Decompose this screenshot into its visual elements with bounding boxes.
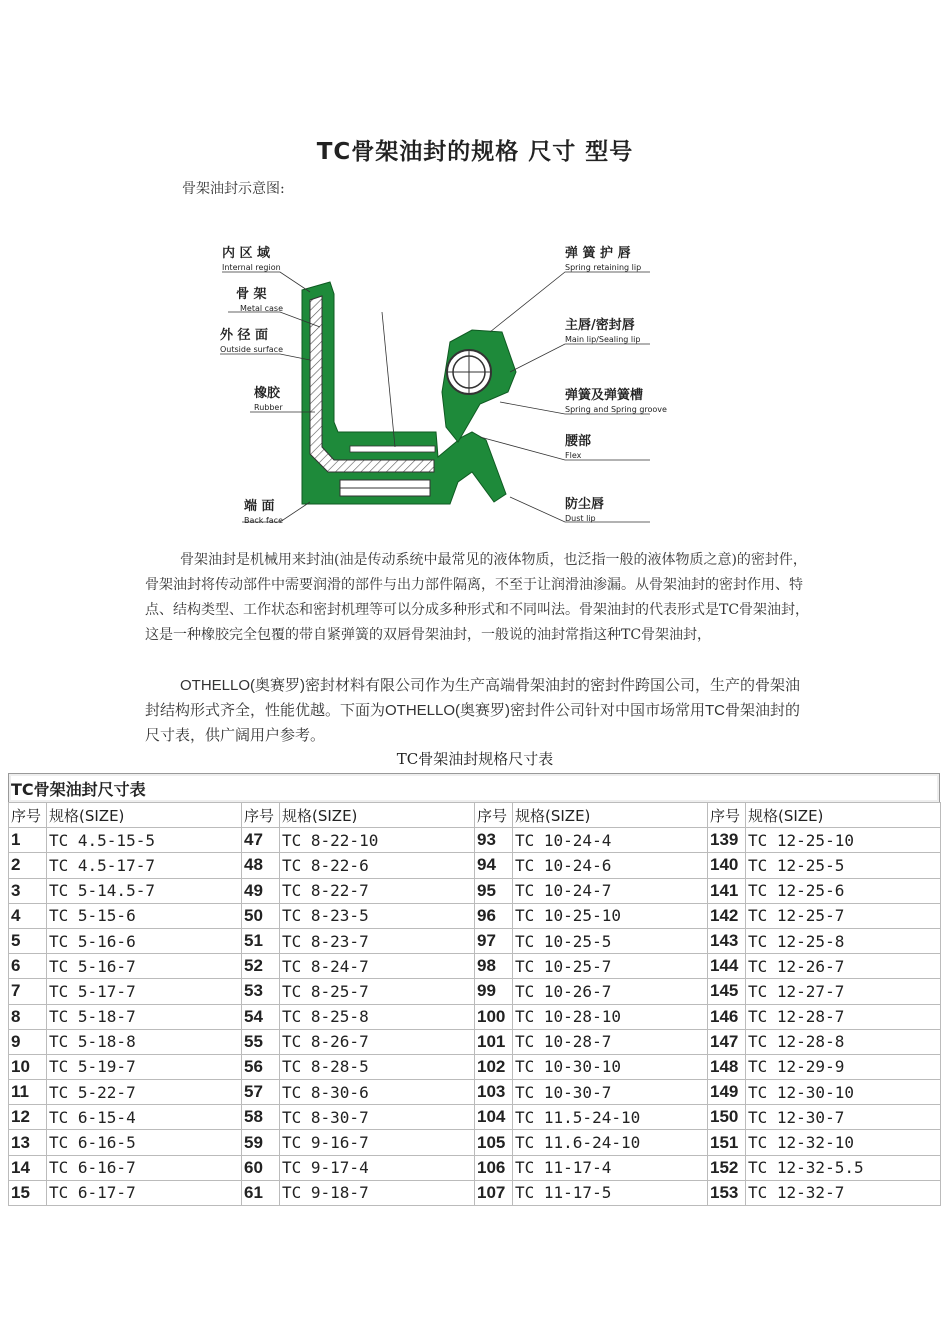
col-header-no: 序号 <box>242 803 280 828</box>
row-size: TC 5-16-7 <box>47 954 242 979</box>
row-number: 4 <box>9 903 47 928</box>
row-number: 95 <box>475 878 513 903</box>
label-spring-retain-cn: 弹 簧 护 唇 <box>565 246 631 261</box>
row-size: TC 12-30-7 <box>746 1105 941 1130</box>
row-number: 98 <box>475 954 513 979</box>
label-backface-en: Back face <box>244 516 284 525</box>
table-row <box>9 878 941 903</box>
row-number: 146 <box>708 1004 746 1029</box>
col-header-size: 规格(SIZE) <box>746 803 941 828</box>
table-row <box>9 1130 941 1155</box>
row-size: TC 12-32-10 <box>746 1130 941 1155</box>
row-size: TC 5-16-6 <box>47 928 242 953</box>
label-flex-cn: 腰部 <box>565 434 592 449</box>
label-dust-lip-en: Dust lip <box>565 514 596 523</box>
row-number: 57 <box>242 1080 280 1105</box>
table-header-row <box>9 803 941 828</box>
label-spring-retain-en: Spring retaining lip <box>565 263 642 272</box>
row-size: TC 8-25-7 <box>280 979 475 1004</box>
row-number: 96 <box>475 903 513 928</box>
label-metal-en: Metal case <box>240 304 284 313</box>
row-size: TC 11.5-24-10 <box>513 1105 708 1130</box>
label-backface-cn: 端 面 <box>244 499 275 514</box>
table-row <box>9 954 941 979</box>
row-number: 147 <box>708 1029 746 1054</box>
row-size: TC 12-25-7 <box>746 903 941 928</box>
row-size: TC 8-28-5 <box>280 1054 475 1079</box>
row-number: 7 <box>9 979 47 1004</box>
row-size: TC 10-24-4 <box>513 828 708 853</box>
row-size: TC 9-17-4 <box>280 1155 475 1180</box>
row-number: 142 <box>708 903 746 928</box>
table-title-row <box>8 773 940 802</box>
row-size: TC 5-17-7 <box>47 979 242 1004</box>
row-number: 148 <box>708 1054 746 1079</box>
row-size: TC 10-24-6 <box>513 853 708 878</box>
label-main-lip-cn: 主唇/密封唇 <box>565 318 635 333</box>
row-size: TC 5-22-7 <box>47 1080 242 1105</box>
row-number: 140 <box>708 853 746 878</box>
row-number: 104 <box>475 1105 513 1130</box>
row-number: 145 <box>708 979 746 1004</box>
row-size: TC 12-25-6 <box>746 878 941 903</box>
row-size: TC 10-30-10 <box>513 1054 708 1079</box>
label-outside-en: Outside surface <box>220 345 284 354</box>
row-size: TC 12-29-9 <box>746 1054 941 1079</box>
label-flex-en: Flex <box>565 451 582 460</box>
table-row <box>9 853 941 878</box>
row-number: 153 <box>708 1180 746 1205</box>
row-number: 58 <box>242 1105 280 1130</box>
row-number: 152 <box>708 1155 746 1180</box>
row-number: 103 <box>475 1080 513 1105</box>
row-size: TC 12-25-5 <box>746 853 941 878</box>
row-size: TC 8-23-7 <box>280 928 475 953</box>
table-row <box>9 1029 941 1054</box>
table-title: TC骨架油封尺寸表 <box>11 780 146 799</box>
intro-paragraph: 骨架油封是机械用来封油(油是传动系统中最常见的液体物质，也泛指一般的液体物质之意)的密封件，骨架油封将传动部件中需要润滑的部件与出力部件隔离，不至于让润滑油渗漏。从骨架油封的密封作用、特点、结构类型、工作状态和密封机理等可以分成多种形式和不同叫法。骨架油封的代表形式是TC骨架油封，这是一种橡胶完全包覆的带自紧弹簧的双唇骨架油封，一般说的油封常指这种TC骨架油封， <box>145 552 810 643</box>
row-number: 59 <box>242 1130 280 1155</box>
row-size: TC 12-28-8 <box>746 1029 941 1054</box>
row-size: TC 10-24-7 <box>513 878 708 903</box>
row-number: 15 <box>9 1180 47 1205</box>
row-size: TC 5-14.5-7 <box>47 878 242 903</box>
row-size: TC 12-26-7 <box>746 954 941 979</box>
row-size: TC 12-27-7 <box>746 979 941 1004</box>
row-size: TC 8-23-5 <box>280 903 475 928</box>
row-number: 11 <box>9 1080 47 1105</box>
row-number: 102 <box>475 1054 513 1079</box>
label-dust-lip-cn: 防尘唇 <box>565 497 605 512</box>
row-number: 14 <box>9 1155 47 1180</box>
row-size: TC 10-28-7 <box>513 1029 708 1054</box>
row-number: 53 <box>242 979 280 1004</box>
row-size: TC 12-32-7 <box>746 1180 941 1205</box>
label-metal-cn: 骨 架 <box>236 287 267 302</box>
row-number: 60 <box>242 1155 280 1180</box>
row-size: TC 8-22-10 <box>280 828 475 853</box>
table-row <box>9 1054 941 1079</box>
table-row <box>9 979 941 1004</box>
row-size: TC 8-24-7 <box>280 954 475 979</box>
col-header-size: 规格(SIZE) <box>280 803 475 828</box>
row-size: TC 10-26-7 <box>513 979 708 1004</box>
row-size: TC 12-30-10 <box>746 1080 941 1105</box>
row-number: 151 <box>708 1130 746 1155</box>
row-size: TC 8-22-6 <box>280 853 475 878</box>
row-size: TC 10-25-7 <box>513 954 708 979</box>
row-number: 106 <box>475 1155 513 1180</box>
row-number: 48 <box>242 853 280 878</box>
row-number: 47 <box>242 828 280 853</box>
row-number: 5 <box>9 928 47 953</box>
col-header-no: 序号 <box>475 803 513 828</box>
row-number: 50 <box>242 903 280 928</box>
row-number: 94 <box>475 853 513 878</box>
row-size: TC 11-17-4 <box>513 1155 708 1180</box>
label-rubber-cn: 橡胶 <box>254 386 281 401</box>
row-size: TC 10-30-7 <box>513 1080 708 1105</box>
row-number: 13 <box>9 1130 47 1155</box>
row-size: TC 8-30-7 <box>280 1105 475 1130</box>
col-header-size: 规格(SIZE) <box>513 803 708 828</box>
row-size: TC 11-17-5 <box>513 1180 708 1205</box>
row-size: TC 12-25-10 <box>746 828 941 853</box>
col-header-no: 序号 <box>9 803 47 828</box>
row-size: TC 11.6-24-10 <box>513 1130 708 1155</box>
row-number: 49 <box>242 878 280 903</box>
row-number: 10 <box>9 1054 47 1079</box>
row-number: 93 <box>475 828 513 853</box>
table-row <box>9 1180 941 1205</box>
row-number: 2 <box>9 853 47 878</box>
row-number: 61 <box>242 1180 280 1205</box>
row-size: TC 12-25-8 <box>746 928 941 953</box>
row-number: 52 <box>242 954 280 979</box>
row-number: 9 <box>9 1029 47 1054</box>
table-row <box>9 1004 941 1029</box>
col-header-size: 规格(SIZE) <box>47 803 242 828</box>
row-number: 149 <box>708 1080 746 1105</box>
row-size: TC 8-30-6 <box>280 1080 475 1105</box>
row-number: 1 <box>9 828 47 853</box>
row-size: TC 8-22-7 <box>280 878 475 903</box>
size-table <box>8 773 940 1206</box>
row-size: TC 5-18-7 <box>47 1004 242 1029</box>
row-size: TC 5-18-8 <box>47 1029 242 1054</box>
diagram-caption: 骨架油封示意图: <box>182 181 285 197</box>
row-size: TC 4.5-17-7 <box>47 853 242 878</box>
row-number: 144 <box>708 954 746 979</box>
row-size: TC 8-26-7 <box>280 1029 475 1054</box>
oil-seal-diagram <box>210 232 680 537</box>
row-size: TC 6-16-5 <box>47 1130 242 1155</box>
row-number: 143 <box>708 928 746 953</box>
row-size: TC 12-28-7 <box>746 1004 941 1029</box>
size-grid <box>8 802 941 1206</box>
label-spring-groove-cn: 弹簧及弹簧槽 <box>565 388 644 403</box>
row-number: 105 <box>475 1130 513 1155</box>
row-size: TC 5-19-7 <box>47 1054 242 1079</box>
row-size: TC 6-15-4 <box>47 1105 242 1130</box>
row-number: 139 <box>708 828 746 853</box>
label-rubber-en: Rubber <box>254 403 283 412</box>
row-number: 6 <box>9 954 47 979</box>
table-row <box>9 1155 941 1180</box>
table-row <box>9 903 941 928</box>
label-spring-groove-en: Spring and Spring groove <box>565 405 667 414</box>
row-size: TC 6-17-7 <box>47 1180 242 1205</box>
table-row <box>9 928 941 953</box>
row-number: 54 <box>242 1004 280 1029</box>
row-number: 55 <box>242 1029 280 1054</box>
row-number: 51 <box>242 928 280 953</box>
row-size: TC 10-28-10 <box>513 1004 708 1029</box>
row-size: TC 9-16-7 <box>280 1130 475 1155</box>
label-main-lip-en: Main lip/Sealing lip <box>565 335 641 344</box>
label-outside-cn: 外 径 面 <box>220 328 269 343</box>
row-number: 150 <box>708 1105 746 1130</box>
row-number: 99 <box>475 979 513 1004</box>
row-size: TC 5-15-6 <box>47 903 242 928</box>
page-title: TC骨架油封的规格 尺寸 型号 <box>316 139 634 165</box>
row-size: TC 9-18-7 <box>280 1180 475 1205</box>
label-internal-en: Internal region <box>222 263 281 272</box>
row-number: 107 <box>475 1180 513 1205</box>
row-number: 56 <box>242 1054 280 1079</box>
row-number: 12 <box>9 1105 47 1130</box>
row-size: TC 8-25-8 <box>280 1004 475 1029</box>
row-number: 8 <box>9 1004 47 1029</box>
table-row <box>9 1105 941 1130</box>
table-caption: TC骨架油封规格尺寸表 <box>396 750 554 768</box>
row-number: 97 <box>475 928 513 953</box>
row-size: TC 6-16-7 <box>47 1155 242 1180</box>
row-number: 100 <box>475 1004 513 1029</box>
label-internal-cn: 内 区 域 <box>222 246 271 261</box>
row-number: 141 <box>708 878 746 903</box>
table-row <box>9 1080 941 1105</box>
row-size: TC 10-25-10 <box>513 903 708 928</box>
row-size: TC 10-25-5 <box>513 928 708 953</box>
col-header-no: 序号 <box>708 803 746 828</box>
company-paragraph: OTHELLO(奥赛罗)密封材料有限公司作为生产高端骨架油封的密封件跨国公司，生产的骨架油封结构形式齐全，性能优越。下面为OTHELLO(奥赛罗)密封件公司针对中国市场常用TC骨架油封的尺寸表，供广阔用户参考。 <box>145 677 801 744</box>
row-number: 101 <box>475 1029 513 1054</box>
row-size: TC 12-32-5.5 <box>746 1155 941 1180</box>
row-size: TC 4.5-15-5 <box>47 828 242 853</box>
row-number: 3 <box>9 878 47 903</box>
table-row <box>9 828 941 853</box>
